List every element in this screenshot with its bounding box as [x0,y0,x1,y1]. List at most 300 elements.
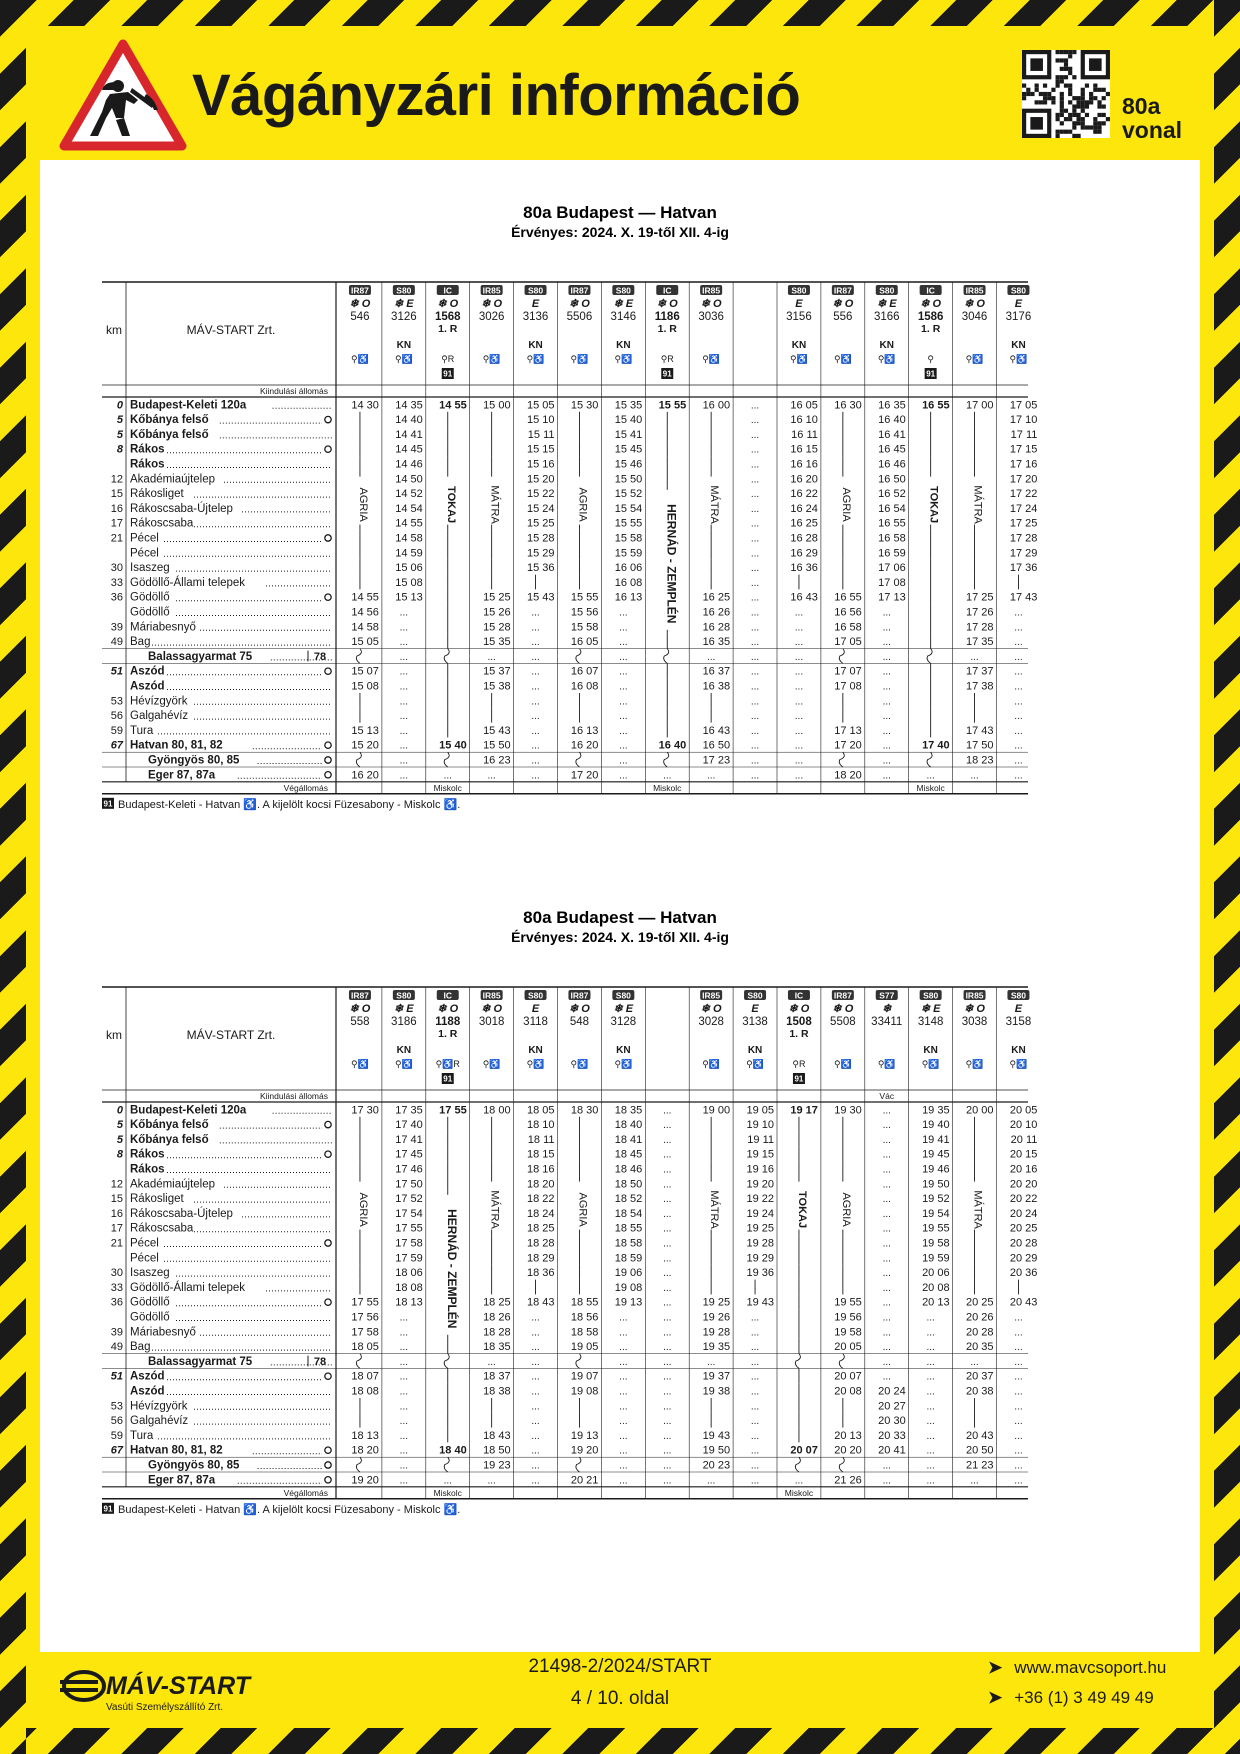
train-name-label [572,1182,588,1230]
departure-time: 16 11 [791,428,818,441]
departure-time: 20 27 [878,1400,906,1413]
no-service-mark: ... [882,651,891,663]
footnote-text: Budapest-Keleti - Hatvan ♿. A kijelölt kocsi Füzesabony - Miskolc ♿. [118,1503,461,1516]
train-symbols: ❄ O [569,1003,590,1015]
departure-time: 18 05 [351,1341,379,1354]
row-km: 5 [116,428,123,441]
departure-time: 16 25 [702,591,731,604]
departure-time: 19 13 [570,1429,599,1442]
not-applicable-mark [576,1457,581,1472]
no-service-mark: ... [794,711,804,723]
departure-time: 20 07 [790,1444,818,1457]
no-service-mark: ... [619,1356,628,1368]
departure-time: 15 59 [614,547,643,560]
change-station-icon [325,668,331,674]
no-service-mark: ... [794,666,804,678]
no-service-mark: ... [531,1342,540,1354]
bicycle-accessibility-icons: ⚲♿ [833,354,852,364]
no-service-mark: ... [750,533,760,545]
departure-time: 18 56 [570,1311,599,1324]
station-name: Kőbánya felső [130,1119,209,1132]
train-name: AGRIA [576,487,589,522]
row-km: 16 [110,502,123,515]
bicycle-accessibility-icons: ⚲♿ [482,354,501,364]
row-km: 56 [110,1415,123,1428]
departure-time: 14 54 [395,502,423,515]
no-service-mark: ... [531,607,540,619]
no-service-mark: ... [531,1327,540,1339]
train-category: IR85 [965,990,984,1001]
no-service-mark: ... [399,1475,409,1487]
row-km: 21 [110,532,123,545]
departure-time: 20 05 [1009,1104,1038,1117]
departure-time: 16 38 [702,680,731,693]
station-name: Hatvan 80, 81, 82 [130,739,223,752]
station-name: Gödöllő-Állami telepek [130,576,246,589]
departure-time: 17 11 [1010,428,1038,441]
departure-time: 17 20 [570,769,599,782]
train-name-label [572,477,588,525]
change-station-icon [325,1462,331,1468]
departure-time: 17 13 [878,591,906,604]
change-station-icon [325,1477,331,1483]
no-service-mark: ... [531,1475,540,1487]
departure-time: 17 00 [965,399,994,412]
no-service-mark: ... [399,740,409,752]
train-kn-mark: KN [923,1045,938,1056]
departure-time: 17 56 [351,1311,379,1324]
train-name-label [660,490,679,630]
no-service-mark: ... [882,1120,891,1132]
departure-time: 17 06 [878,562,906,575]
no-service-mark: ... [399,1327,409,1339]
departure-time: 18 43 [483,1429,511,1442]
departure-time: 18 05 [526,1104,555,1117]
no-service-mark: ... [619,622,628,634]
departure-time: 15 54 [614,502,643,515]
departure-time: 20 38 [965,1385,994,1398]
line-number: 80a [1122,93,1161,119]
timetable-title: 80a Budapest — Hatvan [523,203,717,222]
no-service-mark: ... [531,1401,540,1413]
row-km: 21 [110,1237,123,1250]
no-service-mark: ... [619,1416,628,1428]
no-service-mark: ... [750,1312,760,1324]
departure-time: 19 07 [570,1370,599,1383]
departure-time: 16 10 [790,414,818,427]
departure-time: 15 24 [526,502,555,515]
departure-time: 17 15 [1009,443,1038,456]
train-category: S80 [791,285,807,296]
no-service-mark: ... [750,548,760,560]
departure-time: 19 15 [746,1148,774,1161]
station-name: Kőbánya felső [130,414,209,427]
no-service-mark: ... [750,1401,760,1413]
row-km: 49 [110,1341,123,1354]
train-number: 33411 [871,1016,903,1028]
no-service-mark: ... [399,622,409,634]
train-category: IR85 [482,990,501,1001]
connection-line-ref: 78 [313,650,327,663]
train-number: 1186 [654,311,680,323]
departure-time: 20 33 [878,1429,906,1442]
station-name: Akadémiaújtelep [130,1178,216,1191]
row-km: 67 [110,739,123,752]
no-service-mark: ... [663,1460,672,1472]
not-applicable-mark [356,1457,361,1472]
no-service-mark: ... [399,1342,409,1354]
departure-time: 15 25 [526,517,555,530]
station-name: Balassagyarmat 75 [148,1355,253,1368]
departure-time: 18 59 [614,1252,643,1265]
departure-time: 17 37 [965,665,994,678]
departure-time: 19 26 [702,1311,731,1324]
change-station-icon [325,416,331,422]
departure-time: 19 23 [483,1459,511,1472]
no-service-mark: ... [619,1342,628,1354]
departure-time: 14 45 [395,443,423,456]
station-name: Rákos [130,443,165,456]
train-category: S80 [879,285,895,296]
train-number: 3166 [873,311,900,323]
no-service-mark: ... [531,1416,540,1428]
no-service-mark: ... [663,1134,672,1146]
departure-time: 20 29 [1009,1252,1038,1265]
bicycle-accessibility-icons: ⚲♿ [965,1059,984,1069]
no-service-mark: ... [970,651,979,663]
train-name: HERNÁD - ZEMPLÉN [664,504,679,624]
no-service-mark: ... [399,755,409,767]
station-name: Aszód [130,680,165,693]
no-service-mark: ... [531,681,540,693]
departure-time: 16 22 [790,488,818,501]
train-destination: Miskolc [916,782,945,793]
no-service-mark: ... [619,1445,628,1457]
no-service-mark: ... [750,740,760,752]
no-service-mark: ... [663,1386,672,1398]
departure-time: 17 10 [1009,414,1038,427]
station-name: Bag [130,1341,151,1354]
departure-time: 15 08 [395,576,423,589]
train-name-label [704,477,721,525]
bicycle-accessibility-icons: ⚲♿ [526,1059,545,1069]
no-service-mark: ... [399,651,409,663]
departure-time: 15 00 [483,399,511,412]
train-name: TOKAJ [444,486,457,524]
no-service-mark: ... [926,1401,935,1413]
no-service-mark: ... [750,1386,760,1398]
train-category: S80 [615,990,631,1001]
connection-line-ref: 78 [313,1355,327,1368]
train-kn-mark: KN [1011,1045,1026,1056]
departure-time: 17 05 [1009,399,1038,412]
departure-time: 16 55 [878,517,906,530]
departure-time: 16 55 [834,591,862,604]
train-symbols: ❄ O [832,298,854,310]
no-service-mark: ... [663,1445,672,1457]
station-name: Pécel [130,1252,159,1265]
departure-time: 18 40 [614,1119,643,1132]
not-applicable-mark [356,1354,361,1369]
departure-time: 15 50 [614,473,643,486]
departure-time: 19 05 [746,1104,774,1117]
no-service-mark: ... [926,1342,935,1354]
departure-time: 18 30 [570,1104,599,1117]
departure-time: 18 06 [395,1267,423,1280]
station-name: Tura [130,1429,154,1442]
no-service-mark: ... [926,1327,935,1339]
bicycle-accessibility-icons: ⚲♿ [570,1059,589,1069]
station-name: Aszód [130,1370,165,1383]
departure-time: 19 41 [922,1133,950,1146]
timetable-validity: Érvényes: 2024. X. 19-től XII. 4-ig [511,224,729,240]
departure-time: 17 55 [351,1296,379,1309]
train-number: 1188 [435,1016,461,1028]
train-symbols: ❄ O [964,298,985,310]
train-destination: Miskolc [784,1487,814,1498]
departure-time: 17 13 [834,724,862,737]
departure-time: 18 41 [614,1133,643,1146]
no-service-mark: ... [531,770,540,782]
departure-time: 14 50 [395,473,423,486]
no-service-mark: ... [1014,1327,1023,1339]
departure-time: 15 45 [614,443,643,456]
train-category: IR85 [702,990,721,1001]
no-service-mark: ... [882,1342,891,1354]
train-category: IC [794,990,804,1001]
change-station-icon [325,1240,331,1246]
row-km: 15 [110,488,123,501]
line-word: vonal [1122,117,1183,143]
bicycle-accessibility-icons: ⚲♿ [877,354,896,364]
change-station-icon [325,742,331,748]
departure-time: 16 06 [614,562,643,575]
departure-time: 19 54 [922,1207,950,1220]
row-km: 49 [110,636,123,649]
no-service-mark: ... [882,1164,891,1176]
departure-time: 18 07 [351,1370,379,1383]
no-service-mark: ... [794,622,804,634]
departure-time: 17 07 [834,665,862,678]
no-service-mark: ... [882,1312,891,1324]
no-service-mark: ... [531,1356,540,1368]
train-number: 3026 [478,311,505,323]
departure-time: 20 50 [965,1444,994,1457]
train-name: TOKAJ [795,1191,808,1229]
departure-time: 16 20 [570,739,599,752]
no-service-mark: ... [794,607,804,619]
departure-time: 14 58 [395,532,423,545]
train-symbols: E [531,298,540,310]
departure-time: 20 06 [922,1267,950,1280]
no-service-mark: ... [706,1356,716,1368]
row-km: 16 [110,1207,123,1220]
destination-label: Végállomás [283,1487,328,1498]
website-link[interactable] [988,1658,1166,1678]
no-service-mark: ... [399,725,409,737]
departure-time: 19 35 [922,1104,950,1117]
train-number: 3046 [961,311,988,323]
departure-time: 18 15 [526,1148,555,1161]
no-service-mark: ... [1014,666,1023,678]
departure-time: 18 50 [614,1178,643,1191]
train-symbols: ❄ O [437,298,459,310]
train-name-label [485,477,502,525]
station-name: Gödöllő-Állami telepek [130,1281,246,1294]
no-service-mark: ... [531,755,540,767]
departure-time: 19 55 [834,1296,862,1309]
no-service-mark: ... [882,1327,891,1339]
departure-time: 17 08 [878,576,906,589]
departure-time: 16 37 [702,665,731,678]
departure-time: 19 58 [922,1237,950,1250]
train-name: MÁTRA [708,485,721,524]
station-name: Isaszeg [130,562,170,575]
departure-time: 18 29 [526,1252,555,1265]
train-number: 3138 [742,1016,768,1028]
departure-time: 14 55 [439,399,467,412]
station-name: Eger 87, 87a [148,1474,216,1487]
departure-time: 17 43 [1009,591,1038,604]
row-km: 59 [110,724,123,737]
departure-time: 20 07 [834,1370,862,1383]
train-number: 3036 [698,311,724,323]
train-category: IR87 [570,990,589,1001]
departure-time: 21 26 [834,1474,862,1487]
no-service-mark: ... [663,1105,672,1117]
bicycle-accessibility-icons: ⚲ [927,354,934,364]
no-service-mark: ... [970,770,979,782]
departure-time: 20 21 [570,1474,599,1487]
train-name-label [353,477,369,525]
train-category: IR87 [350,285,369,296]
departure-time: 19 20 [570,1444,599,1457]
origin-label: Kiindulási állomás [259,386,328,396]
station-name: Rákos [130,458,165,471]
departure-time: 17 58 [395,1237,423,1250]
departure-time: 20 25 [1009,1222,1038,1235]
change-station-icon [325,757,331,763]
timetable-title: 80a Budapest — Hatvan [523,908,717,927]
departure-time: 20 13 [922,1296,950,1309]
no-service-mark: ... [794,637,804,649]
departure-time: 17 28 [1009,532,1038,545]
no-service-mark: ... [399,696,409,708]
no-service-mark: ... [619,651,628,663]
footnote-text: Budapest-Keleti - Hatvan ♿. A kijelölt kocsi Füzesabony - Miskolc ♿. [118,798,461,811]
departure-time: 16 46 [878,458,906,471]
train-class: 1. R [789,1028,809,1040]
no-service-mark: ... [794,651,804,663]
no-service-mark: ... [926,1371,935,1383]
no-service-mark: ... [531,1445,540,1457]
departure-time: 15 37 [483,665,511,678]
not-applicable-mark [927,752,932,767]
train-destination: Miskolc [653,782,682,793]
departure-time: 18 26 [483,1311,511,1324]
train-symbols: ❄ O [920,298,942,310]
station-name: Rákosliget [130,488,184,501]
no-service-mark: ... [1014,711,1023,723]
train-kn-mark: KN [396,340,412,351]
no-service-mark: ... [1014,637,1023,649]
departure-time: 15 50 [483,739,511,752]
no-service-mark: ... [531,1312,540,1324]
train-category: S80 [923,990,939,1001]
not-applicable-mark [444,1457,449,1472]
destination-label: Végállomás [283,782,328,793]
no-service-mark: ... [619,696,628,708]
departure-time: 16 58 [878,532,906,545]
train-kn-mark: KN [791,340,807,351]
train-category: IR87 [833,285,852,296]
row-km: 8 [116,443,123,456]
no-service-mark: ... [531,1371,540,1383]
departure-time: 16 50 [702,739,731,752]
departure-time: 20 41 [878,1444,906,1457]
no-service-mark: ... [619,711,628,723]
no-service-mark: ... [750,563,760,575]
change-station-icon [325,1299,331,1305]
train-name: MÁTRA [488,1190,501,1229]
row-km: 30 [110,562,123,575]
departure-time: 18 10 [526,1119,555,1132]
departure-time: 17 05 [834,636,862,649]
station-name: Akadémiaújtelep [130,473,216,486]
no-service-mark: ... [750,1430,760,1442]
departure-time: 18 38 [483,1385,511,1398]
km-header: km [106,323,122,337]
phone-link[interactable] [988,1688,1154,1708]
logo-subtext: Vasúti Személyszállító Zrt. [106,1702,224,1713]
departure-time: 15 30 [570,399,599,412]
departure-time: 17 20 [834,739,862,752]
row-km: 33 [110,576,123,589]
departure-time: 20 23 [702,1459,731,1472]
departure-time: 18 20 [351,1444,379,1457]
train-number: 3136 [522,311,549,323]
train-category: IR87 [350,990,369,1001]
departure-time: 16 40 [658,739,687,752]
departure-time: 19 05 [570,1341,599,1354]
not-applicable-mark [444,1354,449,1369]
station-name: Eger 87, 87a [148,769,216,782]
departure-time: 19 35 [702,1341,731,1354]
no-service-mark: ... [619,740,628,752]
station-name: Pécel [130,1237,159,1250]
no-service-mark: ... [663,1416,672,1428]
train-name-label [836,477,852,525]
departure-time: 17 24 [1009,502,1038,515]
bicycle-accessibility-icons: ⚲♿ [394,1059,413,1069]
train-name: AGRIA [356,487,369,522]
no-service-mark: ... [619,1460,628,1472]
bicycle-accessibility-icons: ⚲♿ [526,354,545,364]
station-name: Gödöllő [130,1296,170,1309]
no-service-mark: ... [619,637,628,649]
no-service-mark: ... [399,681,409,693]
no-service-mark: ... [882,1475,891,1487]
no-service-mark: ... [882,1194,891,1206]
departure-time: 19 52 [922,1193,950,1206]
departure-time: 17 50 [965,739,994,752]
train-name: AGRIA [839,1192,852,1227]
departure-time: 21 23 [965,1459,994,1472]
no-service-mark: ... [794,725,804,737]
departure-time: 16 24 [790,502,818,515]
train-symbols: E [751,1003,759,1015]
departure-time: 18 25 [483,1296,511,1309]
